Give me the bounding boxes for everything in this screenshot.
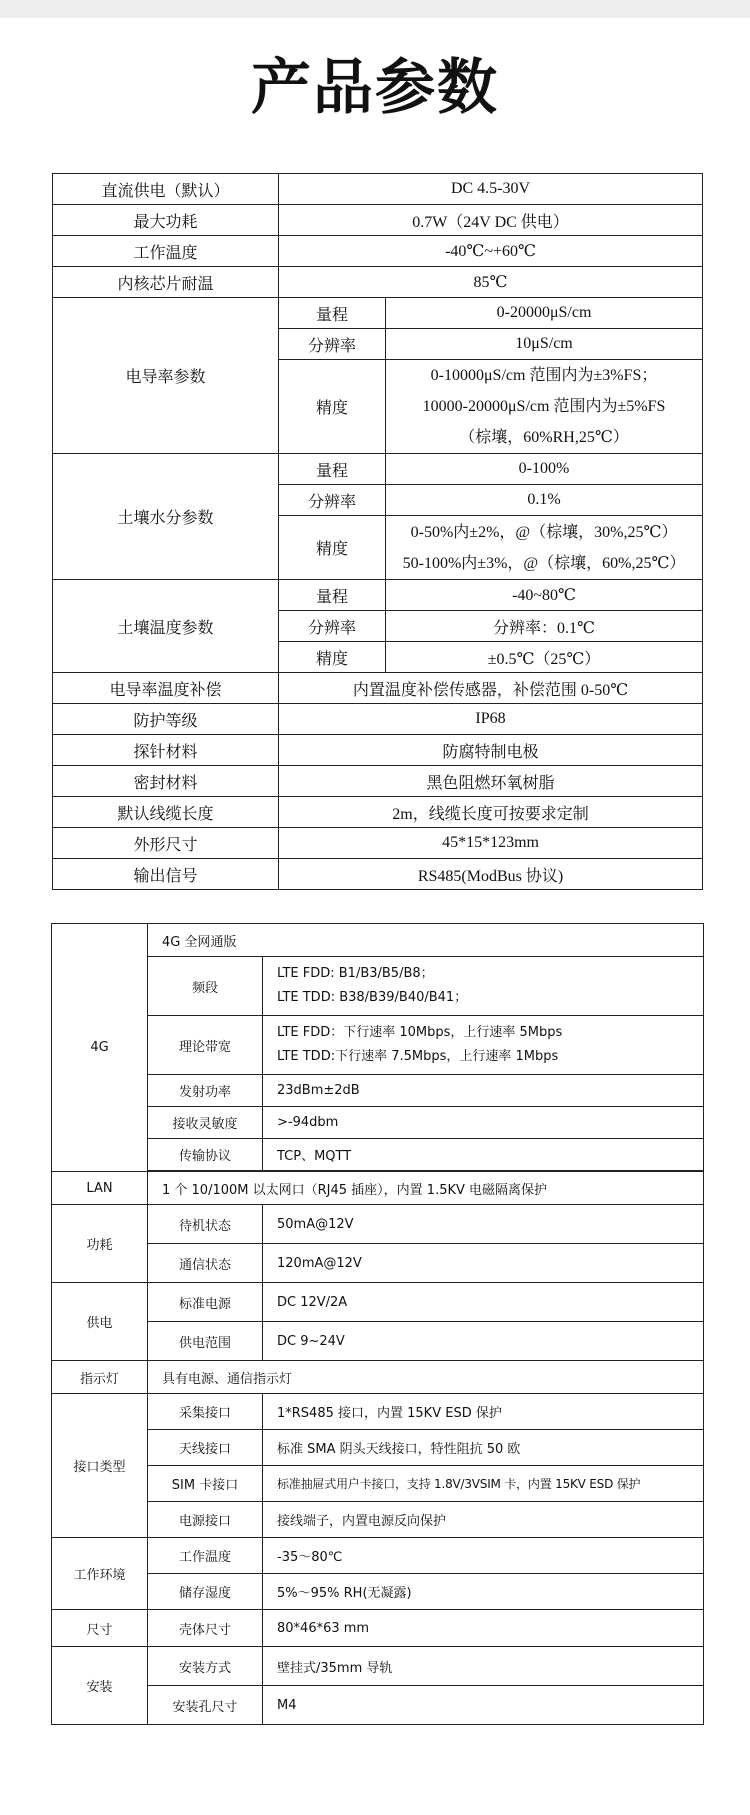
comm-group-label: 功耗	[52, 1205, 148, 1283]
table-row	[52, 1647, 704, 1686]
comm-value-multiline	[263, 1016, 704, 1075]
comm-value: 具有电源、通信指示灯	[148, 1361, 704, 1394]
table-row	[53, 205, 703, 236]
comm-value: 80*46*63 mm	[263, 1610, 704, 1647]
comm-value: 标准 SMA 阴头天线接口，特性阻抗 50 欧	[263, 1430, 704, 1466]
table-row	[53, 454, 703, 485]
table-row	[52, 1075, 704, 1107]
comm-value: >-94dbm	[263, 1107, 704, 1139]
table-row	[52, 1139, 704, 1171]
spec-value: 黑色阻燃环氧树脂	[279, 766, 703, 797]
table-row	[53, 859, 703, 890]
spec-label: 输出信号	[53, 859, 279, 890]
spec-value: 85℃	[279, 267, 703, 298]
spec-table	[52, 173, 703, 890]
spec-label: 外形尺寸	[53, 828, 279, 859]
spec-value: RS485(ModBus 协议)	[279, 859, 703, 890]
page-title: 产品参数	[251, 53, 499, 123]
comm-group-label: 4G	[52, 924, 148, 1172]
band-line: LTE TDD: B38/B39/B40/B41；	[277, 990, 468, 1005]
comm-group-label: 尺寸	[52, 1610, 148, 1647]
spec-value: DC 4.5-30V	[279, 174, 703, 205]
spec-value: 0-20000μS/cm	[386, 298, 703, 329]
table-row	[52, 1016, 704, 1075]
comm-sub-label: 采集接口	[148, 1394, 263, 1430]
accuracy-line: 0-10000μS/cm 范围内为±3%FS；	[430, 367, 658, 384]
table-row	[52, 1610, 704, 1647]
table-row	[52, 1574, 704, 1610]
spec-label: 直流供电（默认）	[53, 174, 279, 205]
comm-sub-label: 标准电源	[148, 1283, 263, 1322]
top-bar	[0, 0, 750, 18]
table-row	[53, 673, 703, 704]
comm-sub-label: 安装方式	[148, 1647, 263, 1686]
spec-value: -40~80℃	[386, 580, 703, 611]
spec-sub-label: 精度	[279, 642, 386, 673]
spec-sub-label: 精度	[279, 516, 386, 580]
bandwidth-line: LTE FDD：下行速率 10Mbps，上行速率 5Mbps	[277, 1025, 563, 1040]
spec-sub-label: 量程	[279, 298, 386, 329]
table-row	[52, 1205, 704, 1244]
spec-label: 内核芯片耐温	[53, 267, 279, 298]
comm-value: M4	[263, 1686, 704, 1725]
comm-value: TCP、MQTT	[263, 1139, 704, 1171]
table-row	[53, 704, 703, 735]
comm-table	[51, 923, 704, 1725]
table-row	[53, 298, 703, 329]
comm-value: -35～80℃	[263, 1538, 704, 1574]
spec-sub-label: 分辨率	[279, 611, 386, 642]
comm-value: 1 个 10/100M 以太网口（RJ45 插座），内置 1.5KV 电磁隔离保护	[148, 1172, 704, 1205]
table-row	[53, 766, 703, 797]
spec-value-multiline	[386, 516, 703, 580]
spec-value: 内置温度补偿传感器，补偿范围 0-50℃	[279, 673, 703, 704]
comm-value: 5%～95% RH(无凝露)	[263, 1574, 704, 1610]
spec-group-label: 土壤温度参数	[53, 580, 279, 673]
comm-sub-label: 待机状态	[148, 1205, 263, 1244]
comm-value: DC 9~24V	[263, 1322, 704, 1361]
comm-sub-label: 通信状态	[148, 1244, 263, 1283]
spec-group-label: 土壤水分参数	[53, 454, 279, 580]
bandwidth-line: LTE TDD:下行速率 7.5Mbps，上行速率 1Mbps	[277, 1049, 559, 1064]
comm-sub-label: SIM 卡接口	[148, 1466, 263, 1502]
table-row	[53, 174, 703, 205]
comm-group-label: 供电	[52, 1283, 148, 1361]
spec-value: 0.7W（24V DC 供电）	[279, 205, 703, 236]
comm-value: DC 12V/2A	[263, 1283, 704, 1322]
table-row	[53, 797, 703, 828]
table-row	[52, 1466, 704, 1502]
comm-value: 120mA@12V	[263, 1244, 704, 1283]
table-row	[52, 1283, 704, 1322]
table-row	[52, 1538, 704, 1574]
comm-group-label: 指示灯	[52, 1361, 148, 1394]
accuracy-line: 10000-20000μS/cm 范围内为±5%FS	[422, 398, 666, 415]
spec-value: -40℃~+60℃	[279, 236, 703, 267]
comm-sub-label: 壳体尺寸	[148, 1610, 263, 1647]
table-row	[52, 1361, 704, 1394]
table-row	[52, 1322, 704, 1361]
spec-value: 分辨率：0.1℃	[386, 611, 703, 642]
spec-value: 防腐特制电极	[279, 735, 703, 766]
spec-sub-label: 精度	[279, 360, 386, 454]
table-row	[53, 236, 703, 267]
comm-value: 标准抽屉式用户卡接口，支持 1.8V/3VSIM 卡，内置 15KV ESD 保护	[263, 1466, 704, 1502]
comm-value: 1*RS485 接口，内置 15KV ESD 保护	[263, 1394, 704, 1430]
spec-label: 密封材料	[53, 766, 279, 797]
comm-group-label: LAN	[52, 1172, 148, 1205]
comm-sub-label: 频段	[148, 957, 263, 1016]
table-row	[52, 924, 704, 957]
spec-group-label: 电导率参数	[53, 298, 279, 454]
accuracy-line: 0-50%内±2%，@（棕壤，30%,25℃）	[410, 523, 678, 541]
spec-sub-label: 分辨率	[279, 485, 386, 516]
spec-value-multiline	[386, 360, 703, 454]
comm-sub-label: 储存湿度	[148, 1574, 263, 1610]
band-line: LTE FDD: B1/B3/B5/B8；	[277, 966, 434, 981]
comm-sub-label: 传输协议	[148, 1139, 263, 1171]
comm-sub-label: 工作温度	[148, 1538, 263, 1574]
spec-value: 45*15*123mm	[279, 828, 703, 859]
comm-sub-label: 理论带宽	[148, 1016, 263, 1075]
table-row	[52, 957, 704, 1016]
comm-value: 壁挂式/35mm 导轨	[263, 1647, 704, 1686]
comm-sub-label: 供电范围	[148, 1322, 263, 1361]
spec-value: 0-100%	[386, 454, 703, 485]
spec-value: 10μS/cm	[386, 329, 703, 360]
spec-label: 默认线缆长度	[53, 797, 279, 828]
comm-group-label: 安装	[52, 1647, 148, 1725]
table-row	[53, 735, 703, 766]
spec-label: 防护等级	[53, 704, 279, 735]
comm-group-label: 接口类型	[52, 1394, 148, 1538]
spec-value: 0.1%	[386, 485, 703, 516]
table-row	[53, 267, 703, 298]
comm-value: 4G 全网通版	[148, 924, 704, 957]
spec-label: 最大功耗	[53, 205, 279, 236]
accuracy-line: 50-100%内±3%，@（棕壤，60%,25℃）	[402, 554, 686, 572]
comm-sub-label: 发射功率	[148, 1075, 263, 1107]
comm-sub-label: 接收灵敏度	[148, 1107, 263, 1139]
comm-value-multiline	[263, 957, 704, 1016]
comm-value: 接线端子，内置电源反向保护	[263, 1502, 704, 1538]
spec-sub-label: 分辨率	[279, 329, 386, 360]
table-row	[52, 1394, 704, 1430]
comm-value: 50mA@12V	[263, 1205, 704, 1244]
comm-value: 23dBm±2dB	[263, 1075, 704, 1107]
spec-sub-label: 量程	[279, 580, 386, 611]
spec-value: ±0.5℃（25℃）	[386, 642, 703, 673]
accuracy-line: （棕壤，60%RH,25℃）	[459, 429, 629, 446]
table-row	[53, 828, 703, 859]
spec-label: 电导率温度补偿	[53, 673, 279, 704]
comm-sub-label: 电源接口	[148, 1502, 263, 1538]
spec-value: 2m，线缆长度可按要求定制	[279, 797, 703, 828]
table-row	[52, 1686, 704, 1725]
spec-label: 探针材料	[53, 735, 279, 766]
spec-sub-label: 量程	[279, 454, 386, 485]
comm-sub-label: 天线接口	[148, 1430, 263, 1466]
table-row	[53, 580, 703, 611]
spec-value: IP68	[279, 704, 703, 735]
comm-group-label: 工作环境	[52, 1538, 148, 1610]
table-row	[52, 1172, 704, 1205]
table-row	[52, 1107, 704, 1139]
table-row	[52, 1502, 704, 1538]
comm-sub-label: 安装孔尺寸	[148, 1686, 263, 1725]
spec-label: 工作温度	[53, 236, 279, 267]
table-row	[52, 1244, 704, 1283]
table-row	[52, 1430, 704, 1466]
